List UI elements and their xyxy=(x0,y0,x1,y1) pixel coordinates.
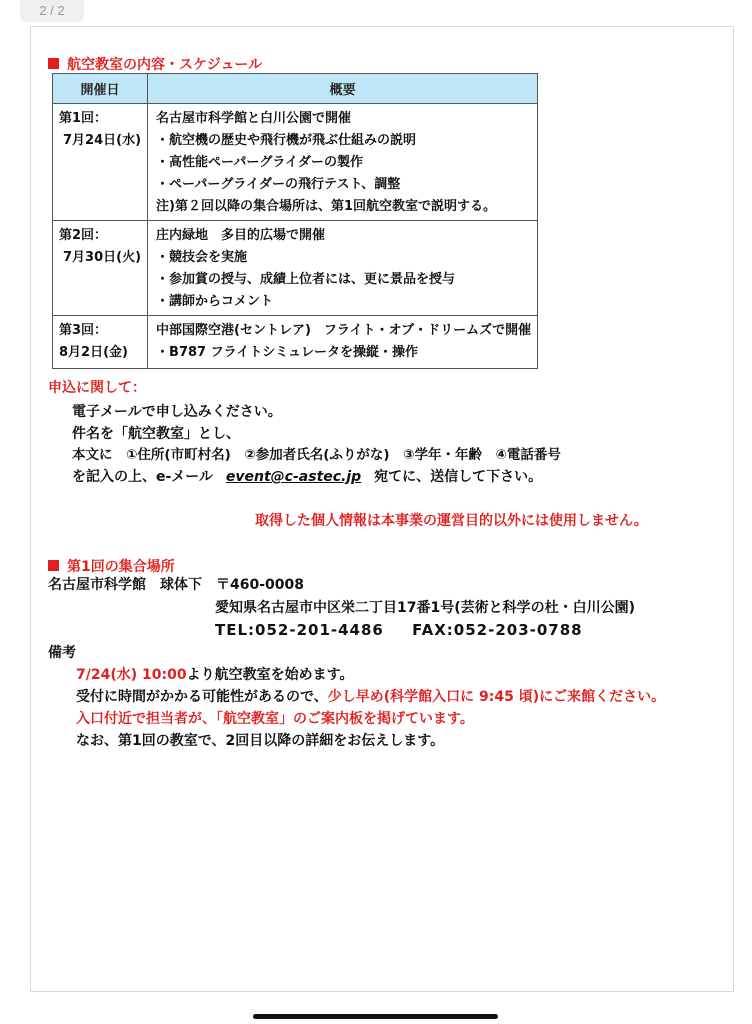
date-cell xyxy=(53,316,148,369)
meeting-heading xyxy=(48,556,175,576)
fax-number: FAX:052-203-0788 xyxy=(412,621,583,639)
desc-cell xyxy=(148,104,538,221)
date-cell xyxy=(53,104,148,221)
start-time: 7/24(水) 10:00 xyxy=(76,667,187,683)
home-indicator-bar[interactable] xyxy=(253,1014,498,1019)
desc-line: ・参加賞の授与、成績上位者には、更に景品を授与 xyxy=(156,272,456,287)
meeting-heading-text: 第1回の集合場所 xyxy=(67,559,175,575)
desc-line: ・航空機の歴史や飛行機が飛ぶ仕組みの説明 xyxy=(156,133,417,148)
desc-line: 注)第２回以降の集合場所は、第1回航空教室で説明する。 xyxy=(156,199,497,214)
notes-line-1-rest: より航空教室を始めます。 xyxy=(186,667,354,683)
column-header-date: 開催日 xyxy=(53,74,148,104)
date-cell xyxy=(53,221,148,316)
desc-line: ・高性能ペーパーグライダーの製作 xyxy=(156,155,363,170)
table-row xyxy=(53,221,538,316)
schedule-heading-text: 航空教室の内容・スケジュール xyxy=(67,57,263,73)
notes-line-1 xyxy=(76,665,353,685)
tel-number: TEL:052-201-4486 xyxy=(215,621,384,639)
application-line-4 xyxy=(72,467,542,487)
table-row xyxy=(53,104,538,221)
contact-numbers xyxy=(215,620,583,640)
privacy-notice: 取得した個人情報は本事業の運営目的以外には使用しません。 xyxy=(255,513,648,529)
column-header-desc: 概要 xyxy=(148,74,538,104)
desc-line: ・ペーパーグライダーの飛行テスト、調整 xyxy=(156,177,401,192)
session-date: 7月24日(水) xyxy=(63,133,142,148)
application-line-3: 本文に ①住所(市町村名) ②参加者氏名(ふりがな) ③学年・年齢 ④電話番号 xyxy=(72,447,561,463)
arrival-request: 少し早め(科学館入口に 9:45 頃)にご来館ください。 xyxy=(327,689,666,705)
session-label: 第2回： xyxy=(59,228,108,243)
application-line-2: 件名を「航空教室」とし、 xyxy=(72,426,240,442)
red-square-bullet-icon xyxy=(48,560,59,571)
desc-cell xyxy=(148,316,538,369)
notes-line-2-pre: 受付に時間がかかる可能性があるので、 xyxy=(76,689,328,705)
application-heading: 申込に関して： xyxy=(48,380,146,396)
session-date: 8月2日(金) xyxy=(59,345,128,360)
desc-line: 名古屋市科学館と白川公園で開催 xyxy=(156,111,352,126)
desc-line: ・講師からコメント xyxy=(156,294,274,309)
session-date: 7月30日(火) xyxy=(63,250,142,265)
application-line-4-post: 宛てに、送信して下さい。 xyxy=(374,469,543,485)
desc-line: ・競技会を実施 xyxy=(156,250,248,265)
schedule-table xyxy=(52,73,538,369)
schedule-heading xyxy=(48,54,262,74)
desc-cell xyxy=(148,221,538,316)
notes-line-2 xyxy=(76,687,665,707)
session-label: 第1回： xyxy=(59,111,108,126)
desc-line: 中部国際空港(セントレア) フライト・オブ・ドリームズで開催 xyxy=(156,323,532,338)
notes-line-4: なお、第1回の教室で、2回目以降の詳細をお伝えします。 xyxy=(76,733,445,749)
meeting-address: 愛知県名古屋市中区栄二丁目17番1号(芸術と科学の杜・白川公園) xyxy=(215,600,636,616)
desc-line: 庄内緑地 多目的広場で開催 xyxy=(156,228,326,243)
session-label: 第3回： xyxy=(59,323,108,338)
notes-line-3: 入口付近で担当者が、「航空教室」のご案内板を掲げています。 xyxy=(76,711,474,727)
desc-line: ・B787 フライトシミュレータを操縦・操作 xyxy=(156,345,418,360)
meeting-venue: 名古屋市科学館 球体下 〒460-0008 xyxy=(48,577,304,593)
application-line-1: 電子メールで申し込みください。 xyxy=(72,404,282,420)
notes-label: 備考 xyxy=(48,645,76,661)
red-square-bullet-icon xyxy=(48,58,59,69)
application-line-4-pre: を記入の上、e-メール xyxy=(72,469,214,485)
email-link[interactable]: event@c-astec.jp xyxy=(225,469,362,485)
table-row xyxy=(53,316,538,369)
page-indicator: 2 / 2 xyxy=(20,0,84,22)
